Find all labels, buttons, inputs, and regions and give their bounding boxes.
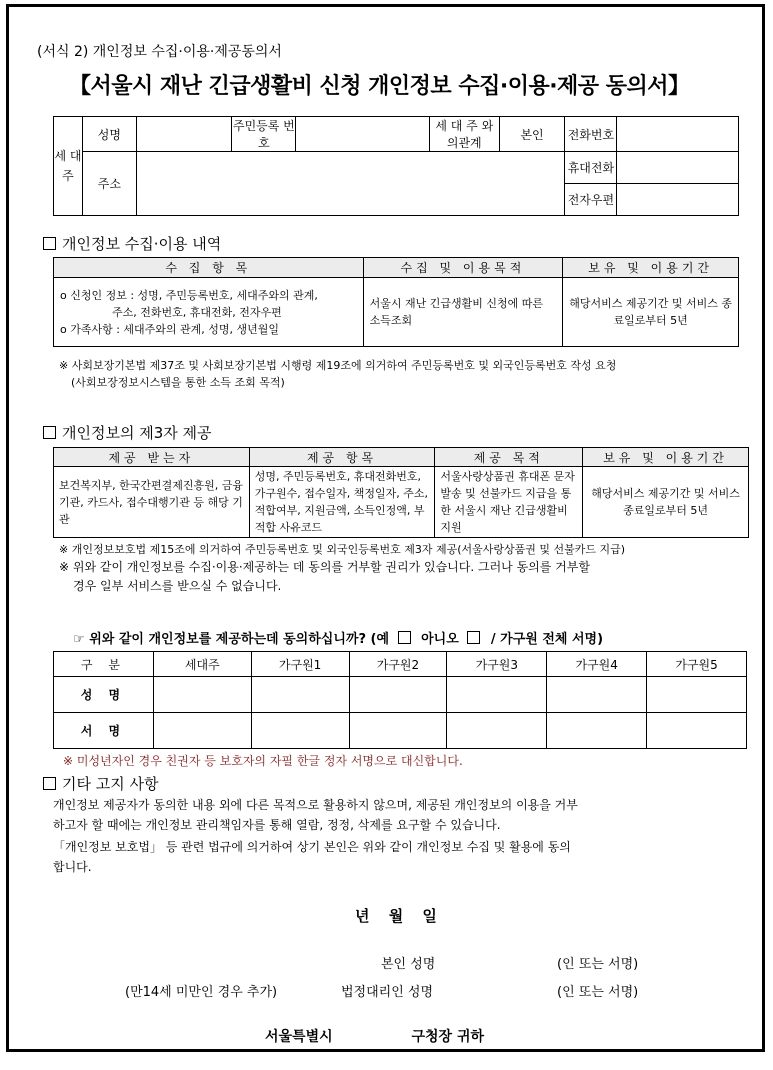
third-party-header-purpose: 제공 목적: [435, 448, 583, 467]
mobile-field[interactable]: [617, 152, 739, 184]
collection-note-line: ※ 사회보장기본법 제37조 및 사회보장기본법 시행령 제19조에 의거하여 주민등록번호 및 외국인등록번호 작성 요청: [59, 359, 617, 372]
section-third-party-title: [43, 422, 212, 443]
self-seal-mark[interactable]: (인 또는 서명): [557, 957, 639, 972]
notice-line: 합니다.: [53, 860, 92, 874]
refusal-note-line: 경우 일부 서비스를 받으실 수 없습니다.: [73, 579, 282, 593]
addressee: [265, 1026, 484, 1046]
collection-purpose: 서울시 재난 긴급생활비 신청에 따른 소득조회: [363, 278, 563, 347]
section-other-notice-title: [43, 773, 158, 794]
form-number: (서식 2) 개인정보 수집·이용·제공동의서: [37, 44, 282, 60]
email-label: 전자우편: [565, 184, 617, 216]
mobile-label: 휴대전화: [565, 152, 617, 184]
signature-cell[interactable]: [447, 713, 547, 749]
consent-no-label: 아니오: [421, 632, 459, 647]
collection-items-line: o 신청인 정보 : 성명, 주민등록번호, 세대주와의 관계,: [60, 288, 318, 302]
third-party-header-items: 제공 항목: [249, 448, 435, 467]
section-third-party-text: 개인정보의 제3자 제공: [62, 424, 212, 442]
collection-period: 해당서비스 제공기간 및 서비스 종료일로부터 5년: [563, 278, 739, 347]
minor-guardian-note: ※ 미성년자인 경우 친권자 등 보호자의 자필 한글 정자 서명으로 대신합니다.: [63, 754, 463, 768]
section-collection-text: 개인정보 수집·이용 내역: [62, 235, 222, 253]
third-party-header-recipient: 제공 받는자: [54, 448, 250, 467]
name-cell[interactable]: [647, 677, 747, 713]
signature-cell[interactable]: [647, 713, 747, 749]
third-party-note: ※ 개인정보보호법 제15조에 의거하여 주민등록번호 및 외국인등록번호 제3자 제공(서울사랑상품권 및 선불카드 지급): [59, 543, 626, 556]
pointing-hand-icon: ☞: [73, 632, 85, 647]
signature-cell[interactable]: [251, 713, 349, 749]
signature-cell[interactable]: [153, 713, 251, 749]
third-party-recipients: 보건복지부, 한국간편결제진흥원, 금융기관, 카드사, 접수대행기관 등 해당 기관: [54, 467, 250, 538]
checkbox-icon: [43, 777, 56, 790]
self-name-label: 본인 성명: [381, 957, 436, 972]
sign-header-member5: 가구원5: [647, 652, 747, 677]
name-field[interactable]: [136, 117, 232, 152]
third-party-period: 해당서비스 제공기간 및 서비스 종료일로부터 5년: [583, 467, 749, 538]
collection-items-line: 주소, 전화번호, 휴대전화, 전자우편: [112, 305, 282, 319]
sign-header-member2: 가구원2: [349, 652, 447, 677]
name-cell[interactable]: [447, 677, 547, 713]
consent-question-text: 위와 같이 개인정보를 제공하는데 동의하십니까? (예: [89, 632, 390, 647]
notice-paragraph-1: [53, 795, 745, 835]
relation-value: 본인: [499, 117, 565, 152]
notice-line: 하고자 할 때에는 개인정보 관리책임자를 통해 열람, 정정, 삭제를 요구할 수 있습니다.: [53, 818, 501, 832]
sign-header-member3: 가구원3: [447, 652, 547, 677]
consent-form-page: [6, 4, 765, 1052]
id-number-label: 주민등록 번 호: [232, 117, 296, 152]
sign-row-signature-label: 서 명: [54, 713, 154, 749]
consent-question: [73, 628, 603, 647]
id-number-field[interactable]: [296, 117, 430, 152]
sign-header-category: 구 분: [54, 652, 154, 677]
household-signature-table: [53, 651, 747, 749]
consent-no-checkbox[interactable]: [467, 631, 480, 644]
addressee-office: 구청장 귀하: [411, 1029, 484, 1045]
collection-note: [59, 357, 616, 391]
section-other-notice-text: 기타 고지 사항: [62, 775, 159, 793]
name-cell[interactable]: [547, 677, 647, 713]
sign-row-name-label: 성 명: [54, 677, 154, 713]
sign-header-head: 세대주: [153, 652, 251, 677]
section-collection-title: [43, 233, 221, 254]
signature-cell[interactable]: [547, 713, 647, 749]
name-cell[interactable]: [251, 677, 349, 713]
minor-age-note: (만14세 미만인 경우 추가): [125, 985, 278, 1000]
notice-line: 「개인정보 보호법」 등 관련 법규에 의거하여 상기 본인은 위와 같이 개인정보 수집 및 활용에 동의: [53, 840, 571, 854]
collection-table: [53, 257, 739, 347]
legal-agent-name-label: 법정대리인 성명: [341, 985, 434, 1000]
email-field[interactable]: [617, 184, 739, 216]
consent-tail-text: / 가구원 전체 서명): [490, 632, 604, 647]
signature-cell[interactable]: [349, 713, 447, 749]
sign-header-member1: 가구원1: [251, 652, 349, 677]
form-title: 【서울시 재난 긴급생활비 신청 개인정보 수집·이용·제공 동의서】: [69, 74, 690, 99]
collection-note-line: (사회보장정보시스템을 통한 소득 조회 목적): [71, 376, 285, 389]
collection-header-purpose: 수집 및 이용목적: [363, 258, 563, 278]
date-line: 년 월 일: [355, 907, 437, 925]
name-label: 성명: [82, 117, 136, 152]
address-field[interactable]: [136, 152, 565, 216]
agent-seal-mark[interactable]: (인 또는 서명): [557, 985, 639, 1000]
household-table: [53, 116, 739, 216]
notice-line: 개인정보 제공자가 동의한 내용 외에 다른 목적으로 활용하지 않으며, 제공된 개인정보의 이용을 거부: [53, 798, 578, 812]
checkbox-icon: [43, 426, 56, 439]
sign-header-member4: 가구원4: [547, 652, 647, 677]
third-party-items: 성명, 주민등록번호, 휴대전화번호, 가구원수, 접수일자, 책정일자, 주소, 적합여부, 지원금액, 소득인정액, 부적합 사유코드: [249, 467, 435, 538]
third-party-header-period: 보유 및 이용기간: [583, 448, 749, 467]
checkbox-icon: [43, 237, 56, 250]
address-label: 주소: [82, 152, 136, 216]
addressee-city: 서울특별시: [265, 1029, 333, 1045]
phone-field[interactable]: [617, 117, 739, 152]
collection-items: [54, 278, 364, 347]
collection-header-items: 수 집 항 목: [54, 258, 364, 278]
collection-items-line: o 가족사항 : 세대주와의 관계, 성명, 생년월일: [60, 322, 280, 336]
collection-header-period: 보유 및 이용기간: [563, 258, 739, 278]
name-cell[interactable]: [153, 677, 251, 713]
third-party-table: [53, 447, 749, 538]
relation-label: 세 대 주 와의관계: [429, 117, 499, 152]
consent-yes-checkbox[interactable]: [398, 631, 411, 644]
phone-label: 전화번호: [565, 117, 617, 152]
refusal-note-line: ※ 위와 같이 개인정보를 수집·이용·제공하는 데 동의를 거부할 권리가 있습니다. 그러나 동의를 거부할: [59, 560, 590, 574]
household-head-label: 세 대 주: [54, 117, 83, 216]
name-cell[interactable]: [349, 677, 447, 713]
third-party-purpose: 서울사랑상품권 휴대폰 문자 발송 및 선불카드 지급을 통한 서울시 재난 긴급생활비 지원: [435, 467, 583, 538]
third-party-notes: [59, 541, 749, 596]
notice-paragraph-2: [53, 837, 745, 877]
